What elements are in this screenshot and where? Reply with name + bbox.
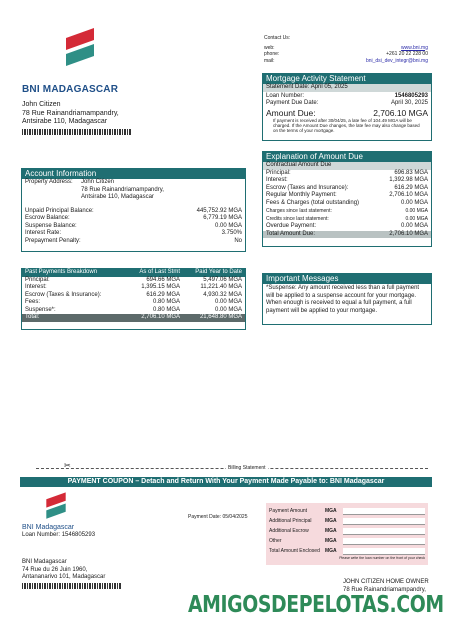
customer-name: John Citizen	[22, 101, 61, 108]
bni-logo-small	[42, 491, 70, 527]
mail-label: mail:	[264, 57, 275, 64]
explanation-row: Fees & Charges (total outstanding) 0.00 MGA	[266, 199, 428, 206]
explanation-row: Credits since last statement: 0.00 MGA	[266, 216, 428, 222]
table-total-row: Total: 2,706.10 MGA 21,648.80 MGA	[22, 314, 245, 322]
property-address-label: Property Address:	[25, 179, 73, 185]
loan-number-label: Loan Number:	[266, 92, 305, 99]
header-last-stmt: As of Last Stmt	[139, 269, 180, 275]
remit-address-line1: 74 Rue du 26 Juin 1960,	[22, 566, 88, 573]
other-row: Other MGA	[269, 536, 425, 546]
explanation-row: Escrow (Taxes and Insurance): 616.29 MGA	[266, 184, 428, 191]
contractual-subtitle: Contractual Amount Due	[263, 162, 431, 170]
watermark: AMIGOSDEPELOTAS.COM	[188, 592, 444, 618]
table-row: Suspense*: 0.80 MGA 0.00 MGA	[25, 306, 242, 313]
account-row: Interest Rate: 3.750%	[25, 230, 242, 236]
amount-due: 2,706.10 MGA	[373, 107, 428, 118]
coupon-loan-number: Loan Number: 1546805293	[22, 532, 96, 538]
additional-principal-input[interactable]	[343, 518, 425, 525]
additional-escrow-row: Additional Escrow MGA	[269, 526, 425, 536]
total-amount-due-value: 2,706.10 MGA	[389, 230, 428, 237]
remit-address-line2: Antananarivo 101, Madagascar	[22, 574, 106, 580]
phone-label: phone:	[264, 51, 280, 57]
explanation-row: Overdue Payment: 0.00 MGA	[266, 223, 428, 229]
coupon-payment-date: Payment Date: 05/04/2025	[188, 514, 248, 520]
account-info-title: Account Information	[22, 169, 245, 179]
past-payments-table	[21, 268, 246, 330]
payment-due-date: April 30, 2025	[390, 100, 428, 106]
important-messages-body: *Suspense: Any amount received less than a full payment will be applied to a suspense account for your mortgage. When enough is received to equal a full payment, a full payment will be applied to your mortgage.	[266, 285, 420, 314]
payment-amount-row: Payment Amount MGA	[269, 506, 425, 516]
late-fee-note: If payment is received after 30/04/25, a late fee of 104.49 MGA will be charged. If the Amount Due changes, the late fee may also change based on the terms of your mortgage.	[273, 117, 420, 133]
explanation-row: Charges since last statement: 0.00 MGA	[266, 208, 428, 214]
cut-line-label: Billing Statement	[228, 465, 266, 471]
important-messages-title: Important Messages	[263, 274, 431, 284]
mail-link[interactable]: bni_dsi_dev_integr@bni.mg	[365, 57, 428, 64]
statement-date: Statement Date: April 05, 2025	[263, 84, 431, 92]
payment-amount-form	[266, 503, 428, 565]
contact-title: Contact Us:	[264, 35, 291, 41]
owner-name: JOHN CITIZEN HOME OWNER	[343, 579, 429, 585]
explanation-row: Principal: 696.83 MGA	[266, 169, 428, 176]
loan-number: 1546805293	[394, 92, 428, 99]
total-amount-due-row	[263, 231, 431, 239]
account-row: Escrow Balance: 6,779.19 MGA	[25, 215, 242, 221]
total-amount-due-label: Total Amount Due:	[266, 230, 316, 237]
brand-name-small: BNI Madagascar	[22, 524, 75, 531]
total-enclosed-row: Total Amount Enclosed MGA	[269, 546, 425, 556]
explanation-row: Regular Monthly Payment: 2,706.10 MGA	[266, 192, 428, 198]
remit-address	[22, 559, 105, 582]
customer-address-line2: Antsirabe 110, Madagascar	[22, 118, 108, 125]
account-row: Unpaid Principal Balance: 445,752.92 MGA	[25, 207, 242, 214]
owner-address-line: 78 Rue Rainandriamampandry,	[343, 586, 426, 593]
payment-amount-input[interactable]	[343, 508, 425, 515]
property-line2: 78 Rue Rainandriamampandry,	[81, 186, 164, 193]
scissors-icon: ✂	[64, 461, 71, 470]
amount-due-label: Amount Due:	[266, 107, 316, 118]
explanation-row: Interest: 1,392.98 MGA	[266, 177, 428, 183]
bni-logo	[60, 26, 100, 78]
payment-due-label: Payment Due Date:	[266, 100, 319, 106]
brand-name: BNI MADAGASCAR	[22, 84, 119, 95]
account-row: Suspense Balance: 0.00 MGA	[25, 222, 242, 229]
check-note: Please write the loan number on the front of your check	[339, 556, 425, 560]
phone-number: +261 20 22 228 00	[386, 51, 428, 57]
other-input[interactable]	[343, 538, 425, 545]
web-label: web:	[264, 44, 275, 51]
table-row: Principal: 694.66 MGA 5,497.06 MGA	[25, 276, 242, 283]
additional-principal-row: Additional Principal MGA	[269, 516, 425, 526]
explanation-title: Explanation of Amount Due	[263, 152, 431, 162]
table-row: Fees: 0.80 MGA 0.00 MGA	[25, 299, 242, 305]
past-payments-header	[22, 269, 245, 277]
statement-title: Mortgage Activity Statement	[263, 74, 431, 84]
customer-address-line1: 78 Rue Rainandriamampandry,	[22, 109, 119, 117]
additional-escrow-input[interactable]	[343, 528, 425, 535]
property-line1: John Citizen	[81, 179, 115, 185]
table-row: Escrow (Taxes & Insurance): 616.29 MGA 4,930.32 MGA	[25, 291, 242, 298]
coupon-banner: PAYMENT COUPON – Detach and Return With Your Payment Made Payable to: BNI Madagascar	[20, 477, 432, 487]
statement-panel	[262, 73, 432, 141]
header-breakdown: Past Payments Breakdown	[25, 269, 98, 275]
property-line3: Antsirabe 110, Madagascar	[81, 194, 154, 200]
customer-address	[22, 101, 119, 127]
amount-due-panel	[262, 151, 432, 247]
remit-barcode	[22, 583, 122, 589]
contact-block	[264, 35, 428, 64]
remit-bank-name: BNI Madagascar	[22, 559, 67, 565]
important-messages-panel	[262, 273, 432, 325]
account-row: Prepayment Penalty: No	[25, 237, 242, 244]
header-ytd: Paid Year to Date	[195, 269, 242, 275]
table-row: Interest: 1,395.15 MGA 11,221.40 MGA	[25, 284, 242, 290]
account-info-panel	[21, 168, 246, 252]
web-link[interactable]: www.bni.mg	[401, 44, 428, 51]
total-enclosed-input[interactable]	[343, 548, 425, 555]
mail-barcode	[22, 129, 132, 135]
